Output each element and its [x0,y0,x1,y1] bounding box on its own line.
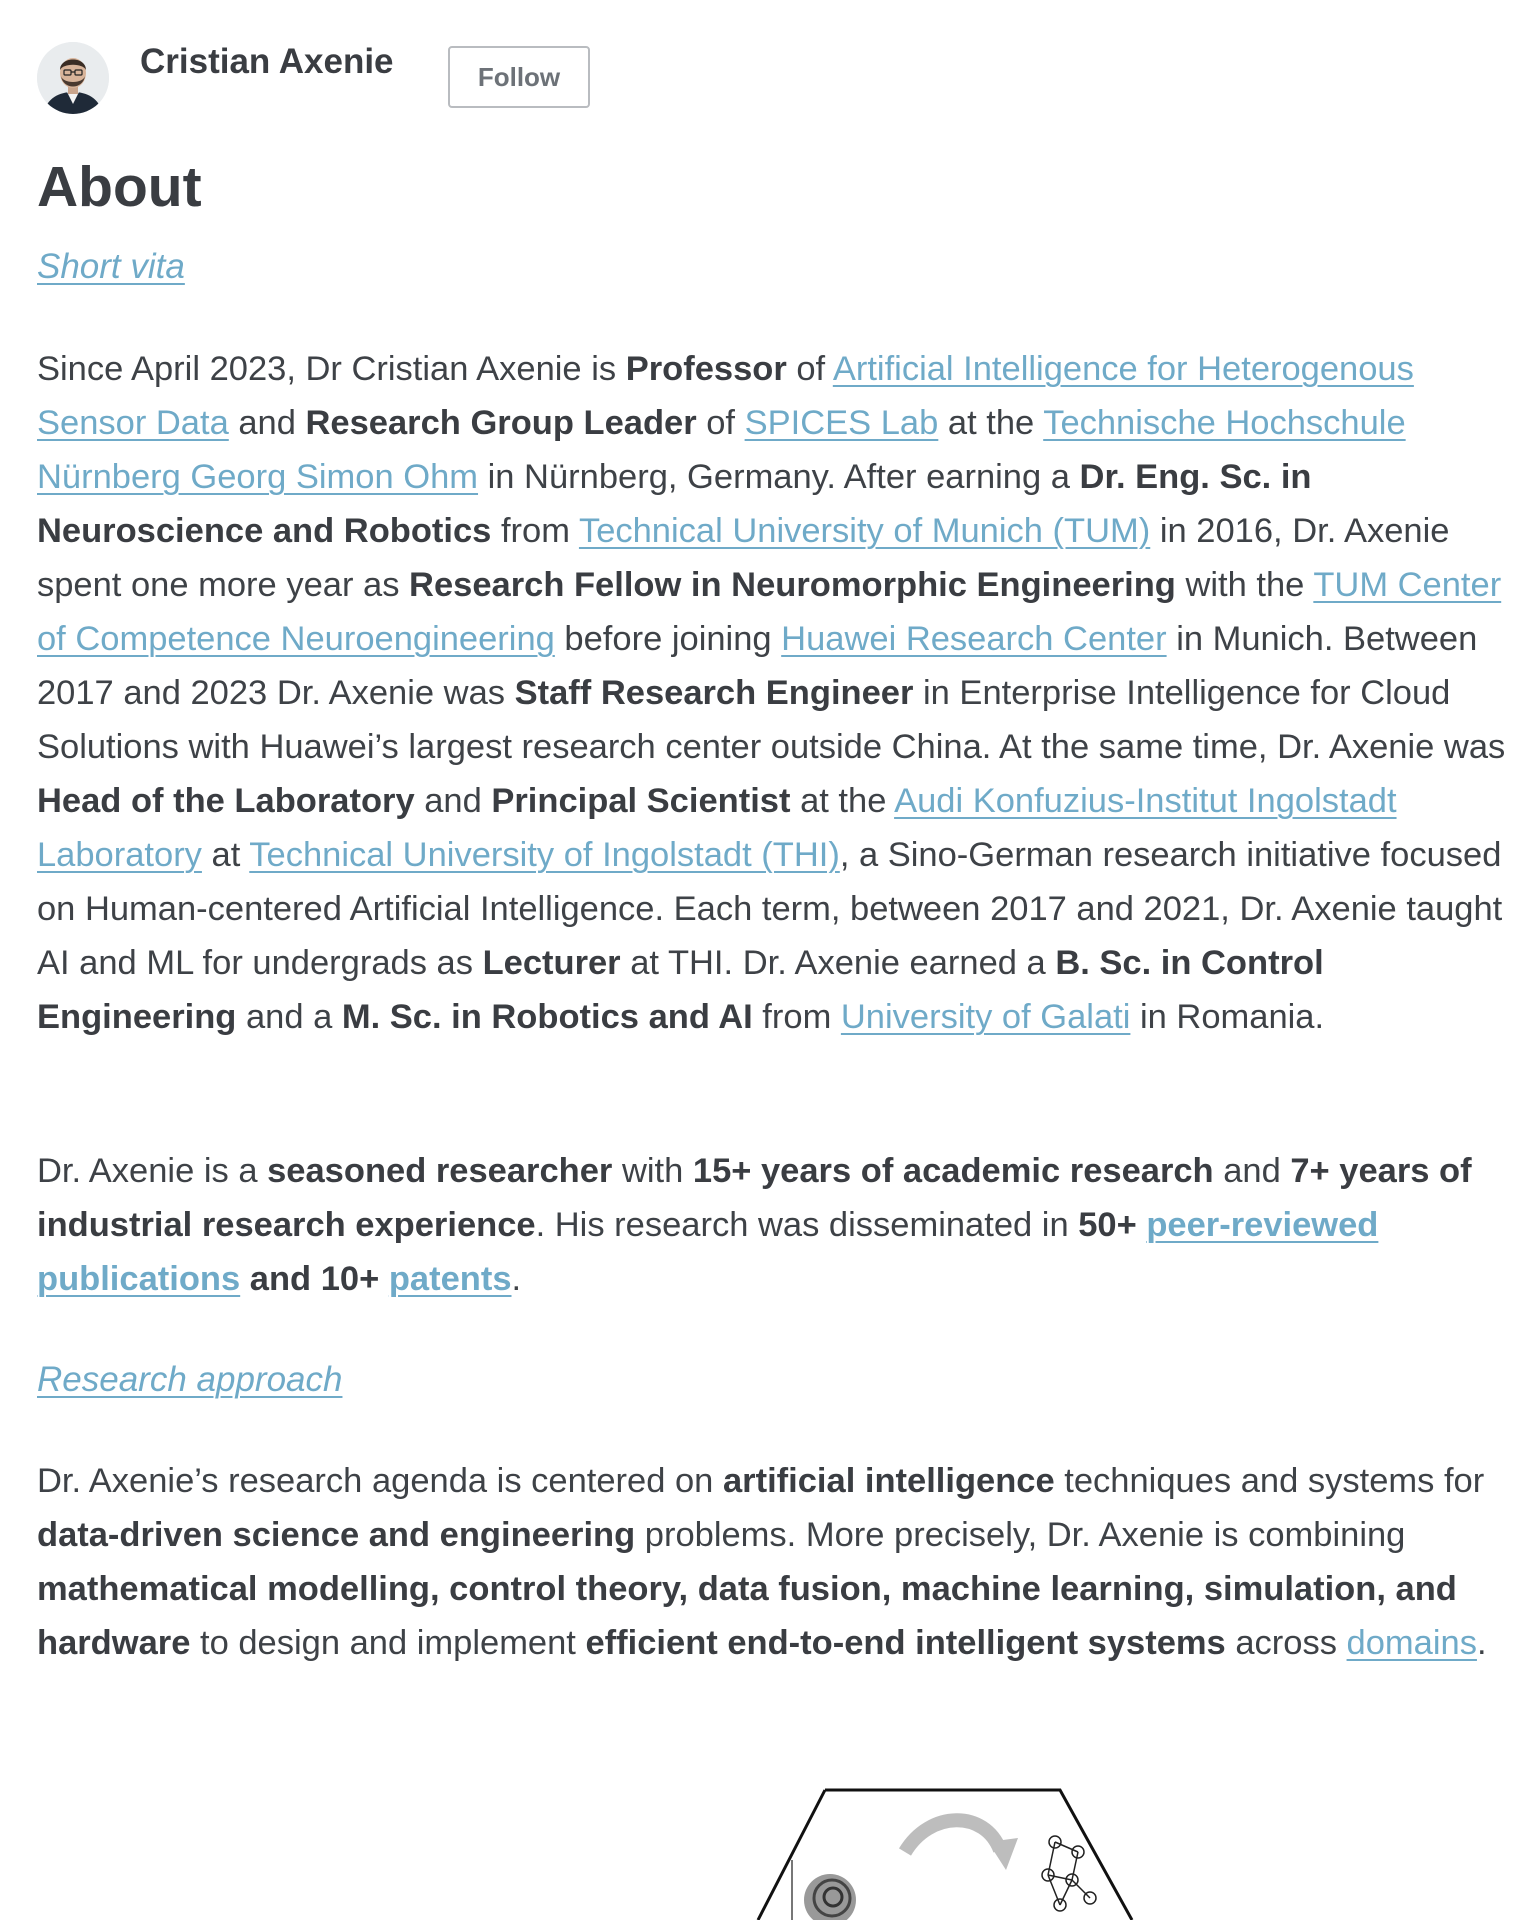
bold-text: Research Group Leader [305,404,697,442]
text: of [696,404,745,442]
research-approach-figure [700,1780,1180,1920]
text: and [228,404,306,442]
link-university-of-galati[interactable]: University of Galati [840,998,1131,1036]
link-thi[interactable]: Technical University of Ingolstadt (THI) [249,836,840,874]
link-domains[interactable]: domains [1346,1624,1477,1662]
link-huawei-research-center[interactable]: Huawei Research Center [781,620,1167,658]
text: at [201,836,250,874]
text: , a Sino-German research initiative focused on Human-centered Artificial Intelligence. Each term, between 2017 and 2021, Dr. Axenie taught AI and ML for undergrads as [37,836,1503,982]
bold-text: Lecturer [482,944,621,982]
short-vita-heading[interactable]: Short vita [37,247,185,286]
approach-paragraph [37,1454,1511,1670]
text: and a [236,998,342,1036]
text: in Munich. Between 2017 and 2023 Dr. Axenie was [37,620,1478,712]
page-title: About [37,155,202,219]
text: techniques and systems for [1054,1462,1485,1500]
link-tum-neuroengineering[interactable]: TUM Center of Competence Neuroengineering [37,566,1502,658]
bold-text: Head of the Laboratory [37,782,415,820]
text: and [414,782,492,820]
text: from [491,512,579,550]
text: from [752,998,841,1036]
text: . [1476,1624,1487,1662]
bold-text: data-driven science and engineering [37,1516,636,1554]
text: problems. More precisely, Dr. Axenie is combining [635,1516,1406,1554]
text: at the [790,782,895,820]
text: in Romania. [1130,998,1325,1036]
bold-text: Professor [625,350,787,388]
link-patents[interactable]: patents [388,1260,512,1298]
text: with the [1175,566,1314,604]
text: at the [938,404,1044,442]
text: in 2016, Dr. Axenie spent one more year as [37,512,1450,604]
avatar-portrait-icon [37,42,109,114]
text: across [1225,1624,1347,1662]
text: with [612,1152,693,1190]
bold-text: Dr. Eng. Sc. in Neuroscience and Robotics [37,458,1312,550]
text: . His research was disseminated in [535,1206,1079,1244]
text: of [786,350,833,388]
author-header [37,40,1517,122]
link-spices-lab[interactable]: SPICES Lab [744,404,939,442]
text: before joining [554,620,782,658]
text: at THI. Dr. Axenie earned a [620,944,1056,982]
text: Dr. Axenie is a [37,1152,268,1190]
bold-text: mathematical modelling, control theory, data fusion, machine learning, simulation, and hardware [37,1570,1457,1662]
text: to design and implement [190,1624,586,1662]
bold-text: seasoned researcher [267,1152,613,1190]
link-ai-heterogenous-sensor-data[interactable]: Artificial Intelligence for Heterogenous Sensor Data [37,350,1414,442]
text: . [511,1260,522,1298]
follow-button[interactable]: Follow [448,46,590,108]
bold-text: B. Sc. in Control Engineering [37,944,1324,1036]
text: and [1213,1152,1291,1190]
bold-text: Research Fellow in Neuromorphic Engineering [409,566,1176,604]
text: Dr. Axenie’s research agenda is centered on [37,1462,723,1500]
bold-text: and 10+ [240,1260,389,1298]
bold-text: Principal Scientist [491,782,791,820]
bold-text: 15+ years of academic research [692,1152,1214,1190]
bold-text: 50+ [1078,1206,1147,1244]
link-peer-reviewed-publications[interactable]: peer-reviewed publications [37,1206,1379,1298]
bold-text: Staff Research Engineer [514,674,914,712]
link-tum[interactable]: Technical University of Munich (TUM) [578,512,1151,550]
avatar[interactable] [37,42,109,114]
vita-paragraph [37,342,1511,1044]
bold-text: 7+ years of industrial research experience [37,1152,1472,1244]
author-name[interactable]: Cristian Axenie [140,42,394,81]
text: in Enterprise Intelligence for Cloud Solutions with Huawei’s largest research center outside China. At the same time, Dr. Axenie was [37,674,1506,766]
link-th-nuernberg[interactable]: Technische Hochschule Nürnberg Georg Simon Ohm [37,404,1406,496]
text: in Nürnberg, Germany. After earning a [478,458,1080,496]
experience-paragraph [37,1144,1511,1306]
bold-text: artificial intelligence [722,1462,1055,1500]
bold-text: M. Sc. in Robotics and AI [341,998,753,1036]
text: Since April 2023, Dr Cristian Axenie is [37,350,626,388]
research-approach-heading[interactable]: Research approach [37,1360,343,1399]
hexagon-diagram-icon [700,1780,1180,1920]
link-audi-konfuzius-institut[interactable]: Audi Konfuzius-Institut Ingolstadt Laboratory [37,782,1397,874]
bold-text: efficient end-to-end intelligent systems [585,1624,1226,1662]
